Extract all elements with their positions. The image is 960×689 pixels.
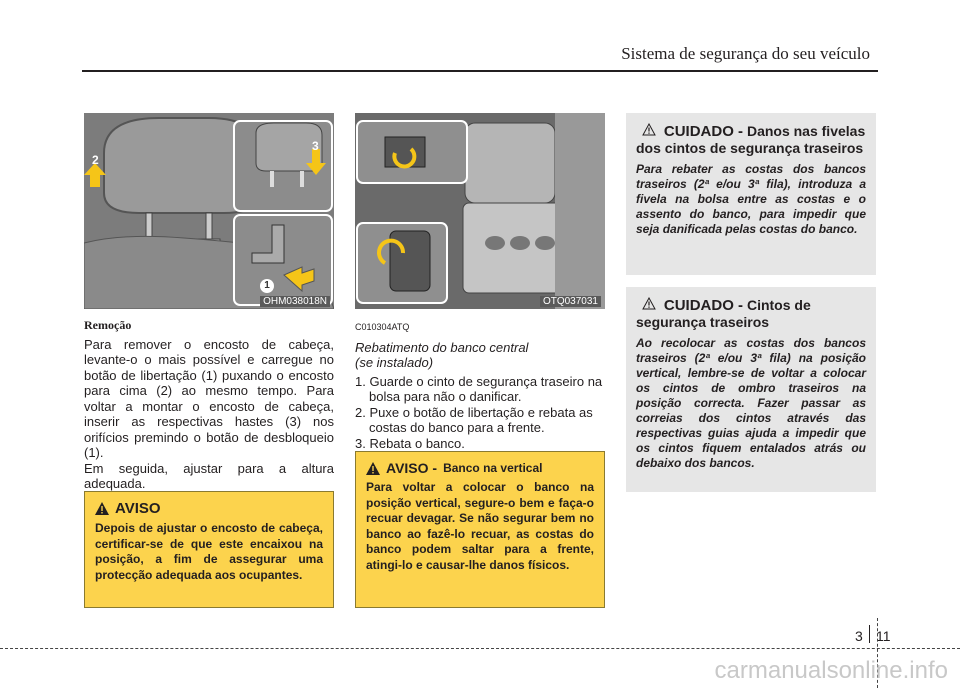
- caution-subtitle: Cintos de segurança traseiros: [636, 297, 811, 330]
- step-2: 2. Puxe o botão de libertação e rebata as costas do banco para a frente.: [355, 404, 593, 435]
- footer-rule: [0, 648, 960, 649]
- caution-title: CUIDADO - Cintos de segurança traseiros: [636, 297, 811, 330]
- col2-text: [355, 320, 605, 451]
- section-heading-center-seat: Rebatimento do banco central: [355, 339, 529, 355]
- figure-label-3: 3: [312, 139, 319, 153]
- caution-box-buckles: [626, 113, 876, 275]
- caution-triangle-icon: [642, 123, 656, 136]
- page-number: 11: [876, 628, 891, 644]
- figure-label-1: 1: [260, 279, 274, 293]
- reference-code: C010304ATQ: [355, 322, 410, 332]
- warning-body: Depois de ajustar o encosto de cabeça, certificar-se de que este encaixou na posição, a fim de assegurar uma protecção adequada aos ocupantes.: [95, 521, 323, 582]
- warning-subtitle: Banco na vertical: [443, 461, 543, 475]
- caution-body: Para rebater as costas dos bancos traseiros (2ª e/ou 3ª fila), introduza a fivela na bolsa entre as costas e o assento do banco, para impedir que seja danificada pelas costas do banco.: [636, 162, 866, 236]
- chapter-number: 3: [855, 628, 863, 644]
- caution-body: Ao recolocar as costas dos bancos traseiros (2ª e/ou 3ª fila) na posição vertical, lembre-se de voltar a colocar os cintos de ombro traseiros na posição correcta. Fazer passar as correias dos cintos através das respectivas guias ajuda a impedir que os cintos fiquem entalados atrás ou debaixo dos bancos.: [636, 336, 866, 470]
- center-seat-illustration: [355, 113, 605, 309]
- removal-instructions: Para remover o encosto de cabeça, levante-o o mais possível e carregue no botão de libertação (1) puxando o encosto para cima (2) ao mesmo tempo. Para voltar a montar o encosto de cabeça, inserir as respectivas hastes (3) nos orifícios premindo o botão de desbloqueio (1).: [84, 336, 334, 460]
- step-3: 3. Rebata o banco.: [355, 435, 465, 451]
- section-heading-removal: Remoção: [84, 318, 132, 332]
- caution-title: CUIDADO - Danos nas fivelas dos cintos de segurança traseiros: [636, 123, 866, 156]
- warning-box-seat-vertical: [355, 451, 605, 608]
- footer-separator: [869, 625, 870, 643]
- figure-label-2: 2: [92, 153, 99, 167]
- headrest-figure: [84, 113, 334, 309]
- warning-triangle-icon: [366, 462, 380, 475]
- warning-box-headrest: [84, 491, 334, 608]
- warning-triangle-icon: [95, 502, 109, 515]
- col1-text: [84, 318, 334, 492]
- page-header-title: Sistema de segurança do seu veículo: [621, 44, 870, 63]
- caution-box-shoulder-belts: [626, 287, 876, 492]
- warning-title: AVISO: [95, 500, 323, 517]
- caution-subtitle: Danos nas fivelas dos cintos de segurança traseiros: [636, 123, 866, 156]
- headrest-illustration: [84, 113, 334, 309]
- warning-title: AVISO - Banco na vertical: [366, 460, 594, 476]
- watermark: carmanualsonline.info: [714, 657, 948, 684]
- removal-instructions-2: Em seguida, ajustar para a altura adequada.: [84, 460, 334, 491]
- step-1: 1. Guarde o cinto de segurança traseiro na bolsa para não o danificar.: [355, 373, 603, 404]
- header-rule: [82, 70, 878, 72]
- figure-code: OHM038018N: [260, 296, 330, 307]
- figure-code: OTQ037031: [540, 296, 601, 307]
- caution-triangle-icon: [642, 297, 656, 310]
- warning-body: Para voltar a colocar o banco na posição vertical, segure-o bem e faça-o recuar devagar. Se não segurar bem no banco ao fazê-lo recuar, as costas do banco podem saltar para a frente, atingi-lo e causar-lhe danos físicos.: [366, 480, 594, 572]
- center-seat-figure: [355, 113, 605, 309]
- section-heading-center-seat-2: (se instalado): [355, 355, 434, 370]
